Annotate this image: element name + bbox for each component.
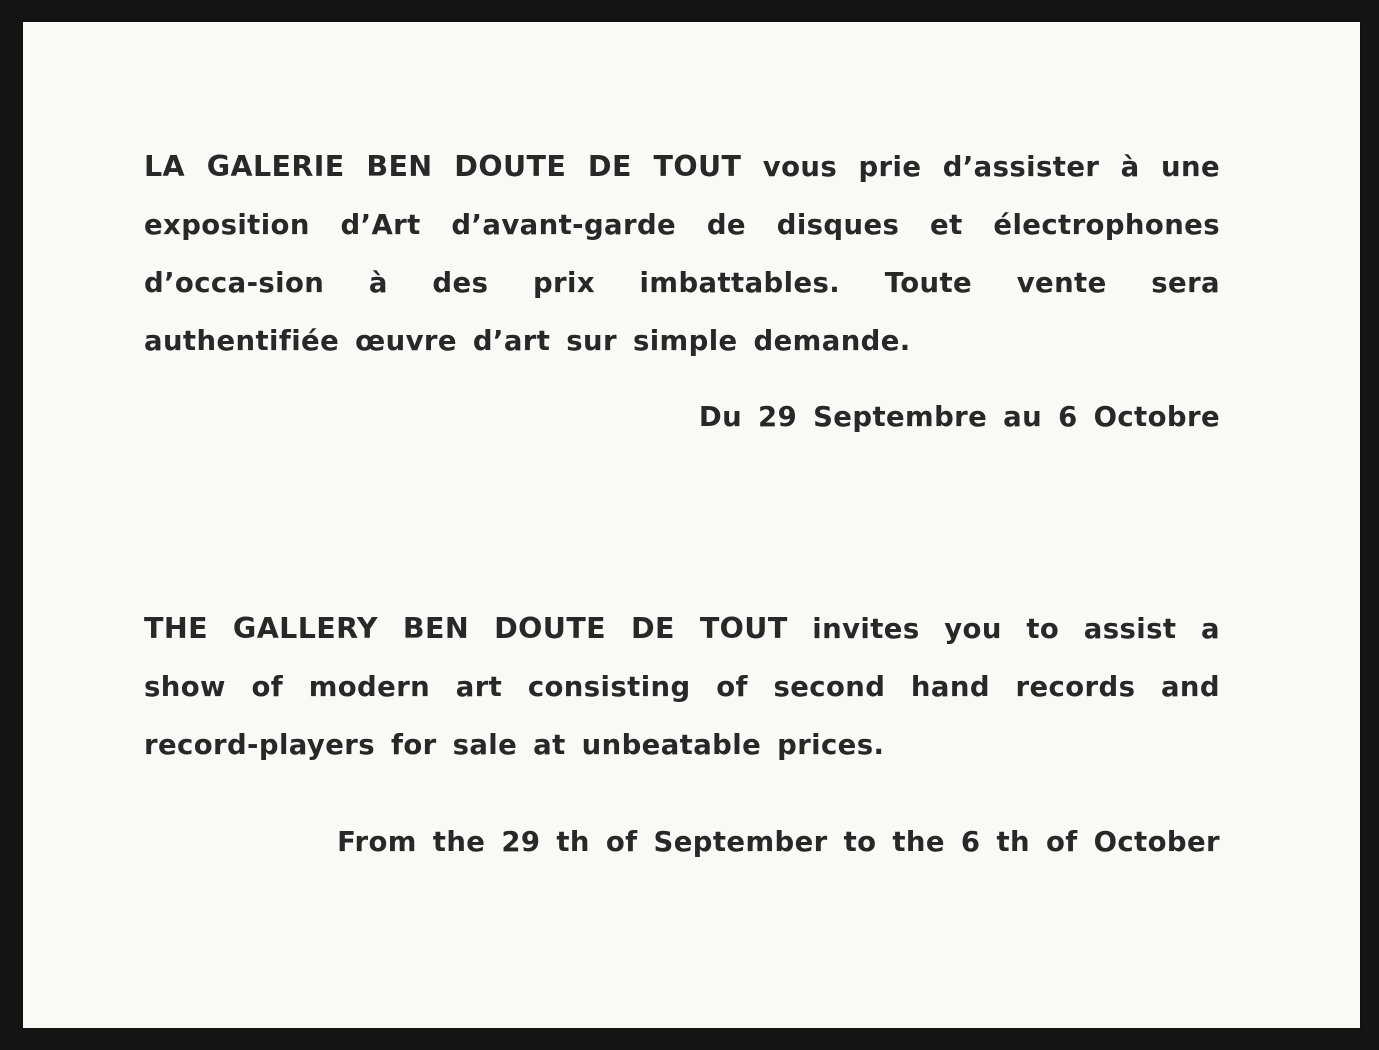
invitation-card [23, 22, 1360, 1028]
english-body-text: invites you to assist a show of modern art consisting of second hand records and record-players for sale at unbeatable prices. [144, 613, 1220, 761]
french-paragraph [144, 138, 1220, 370]
french-gallery-name: LA GALERIE BEN DOUTE DE TOUT [144, 150, 742, 183]
french-dates: Du 29 Septembre au 6 Octobre [698, 401, 1220, 433]
english-dates: From the 29 th of September to the 6 th of October [337, 826, 1220, 858]
english-gallery-name: THE GALLERY BEN DOUTE DE TOUT [144, 612, 788, 645]
french-body-text: vous prie d’assister à une exposition d’Art d’avant-garde de disques et électrophones d’occa-sion à des prix imbattables. Toute vente sera authentifiée œuvre d’art sur simple demande. [144, 151, 1220, 357]
english-paragraph [144, 600, 1220, 774]
